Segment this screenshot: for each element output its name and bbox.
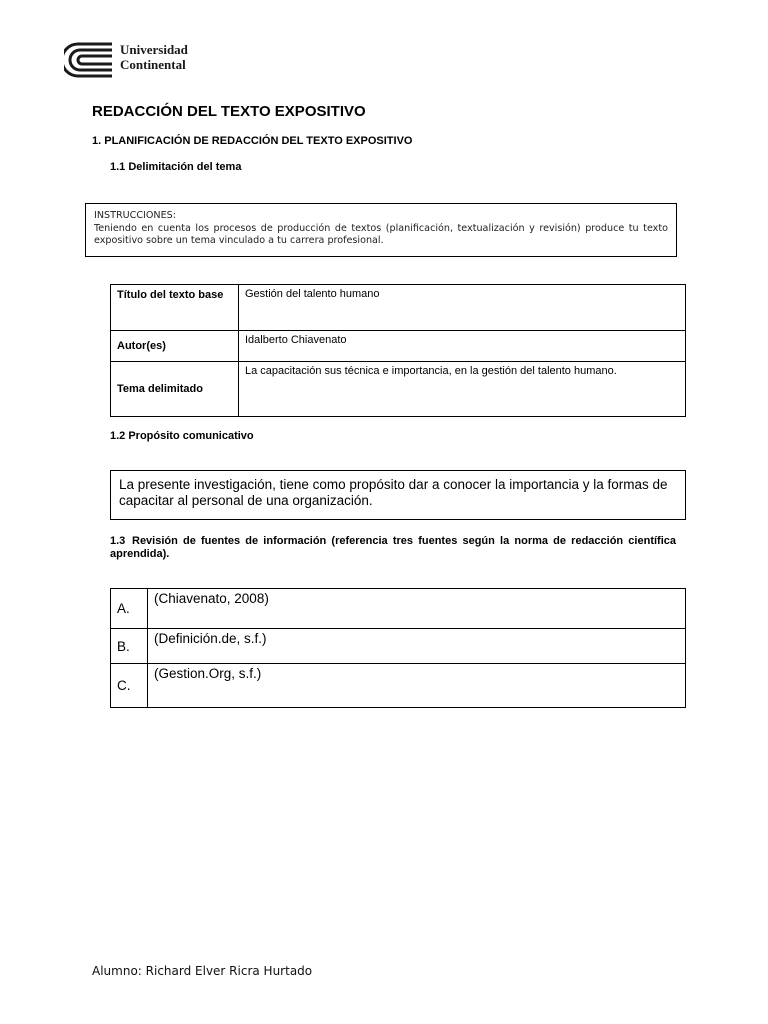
instructions-text: Teniendo en cuenta los procesos de producción de textos (planificación, textualización y revisión) produce tu texto expositivo sobre un tema vinculado a tu carrera profesional. (94, 222, 668, 246)
source-reference: (Chiavenato, 2008) (148, 589, 686, 629)
sources-table (110, 588, 686, 708)
university-name (120, 42, 188, 72)
source-reference: (Definición.de, s.f.) (148, 629, 686, 664)
table-row (111, 589, 686, 629)
table-row (111, 285, 686, 331)
instructions-title: INSTRUCCIONES: (94, 210, 176, 221)
source-letter: B. (111, 629, 148, 664)
instructions-box (85, 203, 677, 257)
source-letter: C. (111, 664, 148, 708)
table-row (111, 331, 686, 362)
table-row (111, 629, 686, 664)
page-title: REDACCIÓN DEL TEXTO EXPOSITIVO (92, 103, 366, 120)
section-heading-1: 1. PLANIFICACIÓN DE REDACCIÓN DEL TEXTO EXPOSITIVO (92, 135, 413, 147)
purpose-box (110, 470, 686, 520)
row-value: Gestión del talento humano (239, 285, 686, 331)
source-letter: A. (111, 589, 148, 629)
row-label: Título del texto base (111, 285, 239, 331)
section-heading-1-3 (110, 535, 676, 561)
row-label: Tema delimitado (111, 362, 239, 417)
purpose-text: La presente investigación, tiene como propósito dar a conocer la importancia y la formas de capacitar al personal de una organización. (119, 477, 668, 508)
row-value: Idalberto Chiavenato (239, 331, 686, 362)
section-heading-1-2: 1.2 Propósito comunicativo (110, 430, 254, 442)
row-label: Autor(es) (111, 331, 239, 362)
base-text-table (110, 284, 686, 417)
section-heading-1-1: 1.1 Delimitación del tema (110, 161, 242, 173)
row-value: La capacitación sus técnica e importancia, en la gestión del talento humano. (239, 362, 686, 417)
table-row (111, 664, 686, 708)
table-row (111, 362, 686, 417)
logo-line-2: Continental (120, 57, 186, 72)
section-text: Revisión de fuentes de información (referencia tres fuentes según la norma de redacción científica aprendida). (110, 535, 676, 560)
logo-line-1: Universidad (120, 42, 188, 57)
section-number: 1.3 (110, 535, 126, 547)
source-reference: (Gestion.Org, s.f.) (148, 664, 686, 708)
student-footer: Alumno: Richard Elver Ricra Hurtado (92, 964, 313, 978)
